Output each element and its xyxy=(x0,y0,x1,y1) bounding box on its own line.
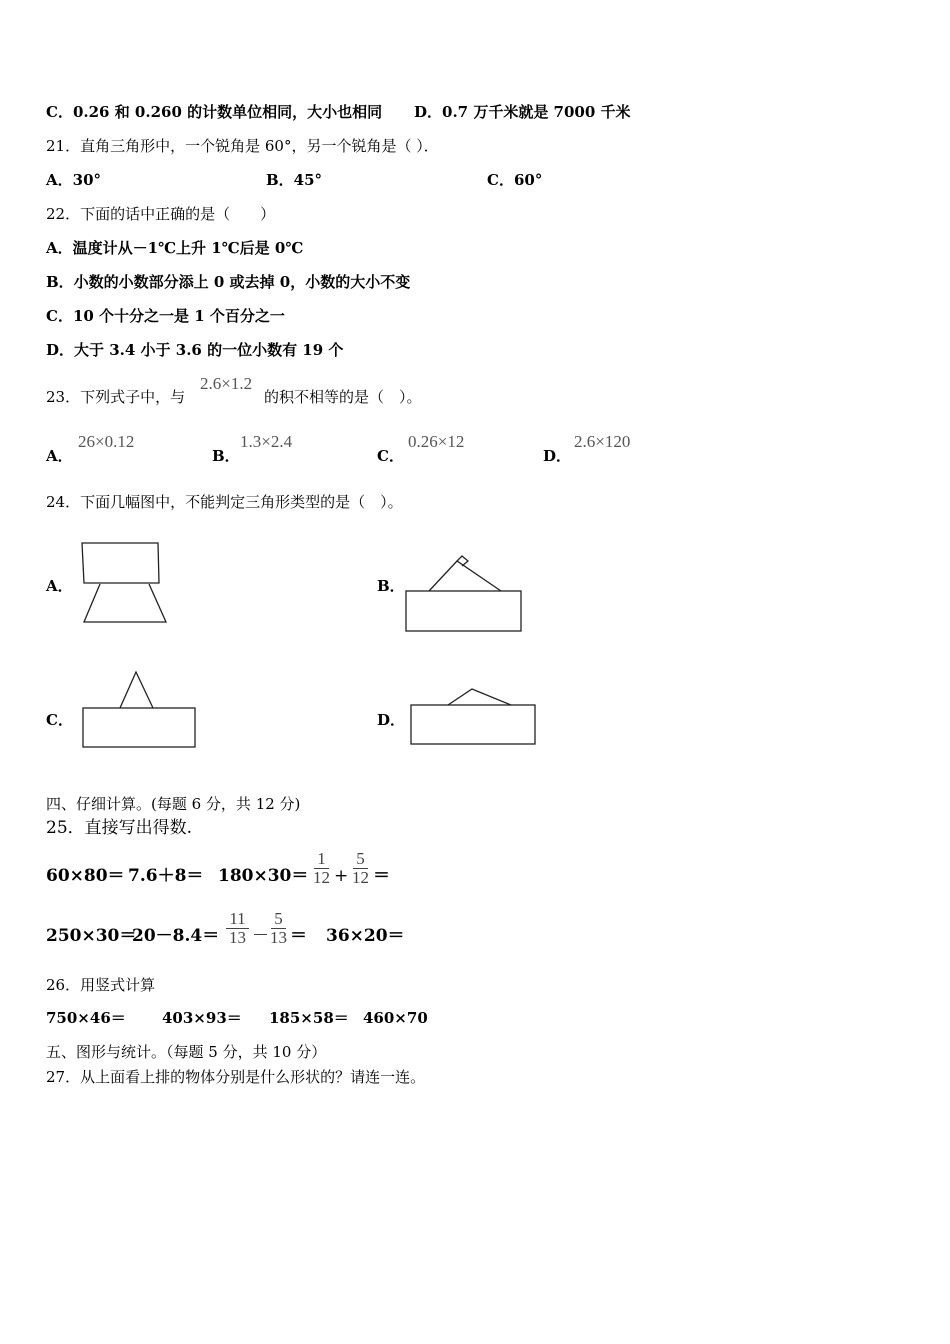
q25-row1-item-3: 180×30＝ xyxy=(218,866,309,886)
q25-row1-fraction-2 xyxy=(349,850,372,887)
covering-rectangle xyxy=(83,708,195,747)
q25-row2-operator: － xyxy=(252,926,269,946)
numerator: 5 xyxy=(353,850,368,869)
covering-rectangle xyxy=(406,591,521,631)
q24-option-b-label: B． xyxy=(377,577,405,595)
numerator: 1 xyxy=(314,850,329,869)
q23-stem-before: 23．下列式子中，与 xyxy=(46,388,186,406)
q23-option-b-expression: 1.3×2.4 xyxy=(240,432,293,451)
q25-row2-fraction-1 xyxy=(226,910,249,947)
q21-option-a: A．30° xyxy=(46,171,102,189)
q23-option-d-label: D． xyxy=(543,447,572,465)
q25-row1-item-2: 7.6＋8＝ xyxy=(128,866,204,886)
q24-option-a-label: A． xyxy=(46,577,73,595)
covering-rectangle xyxy=(411,705,535,744)
q20-option-c: C．0.26 和 0.260 的计数单位相同，大小也相同 xyxy=(46,103,383,121)
q20-option-d: D．0.7 万千米就是 7000 千米 xyxy=(414,103,631,121)
q23-option-a-expression: 26×0.12 xyxy=(78,432,135,451)
q22-option-c: C．10 个十分之一是 1 个百分之一 xyxy=(46,307,285,325)
q24-option-d-label: D． xyxy=(377,711,406,729)
q24-figure-a xyxy=(78,538,168,628)
denominator: 13 xyxy=(270,928,287,947)
triangle-visible-part xyxy=(448,689,511,705)
q25-row2-item-3: 36×20＝ xyxy=(326,926,405,946)
q26-stem: 26．用竖式计算 xyxy=(46,976,156,994)
q21-option-c: C．60° xyxy=(487,171,543,189)
section-5-heading: 五、图形与统计。（每题 5 分，共 10 分） xyxy=(46,1043,327,1061)
q21-stem: 21．直角三角形中，一个锐角是 60°，另一个锐角是（ ）． xyxy=(46,137,439,155)
q27-stem: 27．从上面看上排的物体分别是什么形状的？请连一连。 xyxy=(46,1068,426,1086)
covering-rectangle xyxy=(82,543,159,583)
q25-row1-operator: + xyxy=(334,866,349,886)
q25-row1-item-1: 60×80＝ xyxy=(46,866,125,886)
q25-row2-equals: ＝ xyxy=(290,926,307,946)
q23-stem-expression: 2.6×1.2 xyxy=(200,374,253,393)
q24-option-c-label: C． xyxy=(46,711,73,729)
q24-figure-c xyxy=(78,668,203,753)
denominator: 12 xyxy=(313,868,330,887)
q21-option-b: B．45° xyxy=(266,171,323,189)
q24-figure-d xyxy=(406,684,541,749)
q24-figure-b xyxy=(402,550,527,635)
q22-option-b: B．小数的小数部分添上 0 或去掉 0，小数的大小不变 xyxy=(46,273,411,291)
q23-option-b-label: B． xyxy=(212,447,240,465)
q25-row2-item-1: 250×30＝ xyxy=(46,926,137,946)
q25-row1-fraction-1 xyxy=(310,850,333,887)
denominator: 12 xyxy=(352,868,369,887)
section-4-heading: 四、仔细计算。(每题 6 分，共 12 分) xyxy=(46,795,301,813)
q25-row2-fraction-2 xyxy=(267,910,290,947)
q22-stem: 22．下面的话中正确的是（ ） xyxy=(46,205,276,223)
denominator: 13 xyxy=(229,928,246,947)
q24-stem: 24．下面几幅图中，不能判定三角形类型的是（ ）。 xyxy=(46,493,403,511)
numerator: 5 xyxy=(271,910,286,929)
numerator: 11 xyxy=(226,910,248,929)
q26-item-2: 403×93＝ xyxy=(162,1009,242,1027)
q25-row1-equals: ＝ xyxy=(373,866,390,886)
q25-stem: 25．直接写出得数. xyxy=(46,818,193,838)
q22-option-d: D．大于 3.4 小于 3.6 的一位小数有 19 个 xyxy=(46,341,344,359)
q26-item-3: 185×58＝ xyxy=(269,1009,349,1027)
q22-option-a: A．温度计从－1℃上升 1℃后是 0℃ xyxy=(46,239,304,257)
q23-stem-after: 的积不相等的是（ ）。 xyxy=(264,388,422,406)
q25-row2-item-2: 20－8.4＝ xyxy=(132,926,220,946)
q26-item-1: 750×46＝ xyxy=(46,1009,126,1027)
q23-option-a-label: A． xyxy=(46,447,73,465)
q26-item-4: 460×70 xyxy=(363,1009,428,1027)
q23-option-c-expression: 0.26×12 xyxy=(408,432,465,451)
triangle-visible-part xyxy=(84,584,166,622)
triangle-visible-part xyxy=(120,672,153,708)
triangle-visible-part xyxy=(429,561,501,591)
q23-option-c-label: C． xyxy=(377,447,404,465)
q23-option-d-expression: 2.6×120 xyxy=(574,432,631,451)
